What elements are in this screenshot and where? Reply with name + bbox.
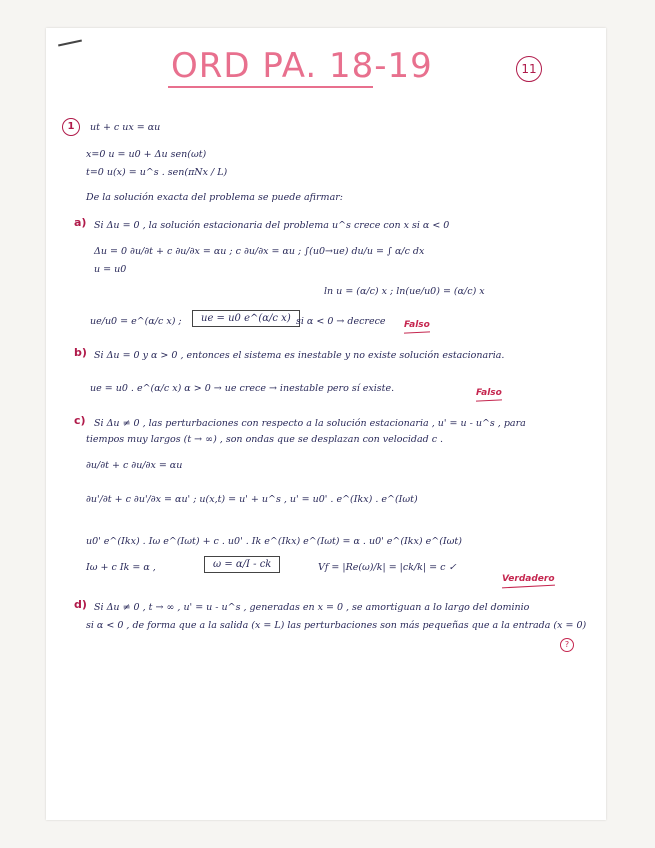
part-c-verdict: Verdadero <box>502 574 555 584</box>
pen-stroke <box>58 40 82 47</box>
part-c-boxed-result: ω = α/I - ck <box>204 556 280 573</box>
part-b-equation: ue = u0 . e^(α/c x) α > 0 → ue crece → inestable pero sí existe. <box>90 383 395 394</box>
part-a-label: a) <box>74 216 87 229</box>
page-number-badge: 11 <box>516 56 542 82</box>
part-c-equation-1: ∂u/∂t + c ∂u/∂x = αu <box>86 460 183 471</box>
part-c-statement-2: tiempos muy largos (t → ∞) , son ondas que se desplazan con velocidad c . <box>86 434 444 445</box>
part-a-conclusion: si α < 0 → decrece <box>296 316 386 327</box>
initial-condition: t=0 u(x) = u^s . sen(πNx / L) <box>86 167 228 178</box>
title-underline <box>168 86 373 88</box>
part-c-equation-4: Iω + c Ik = α , <box>86 562 156 573</box>
part-b-label: b) <box>74 346 87 359</box>
part-c-phase-velocity: Vf = |Re(ω)/k| = |ck/k| = c ✓ <box>318 562 457 573</box>
equation-line: ut + c ux = αu <box>90 122 161 133</box>
part-c-equation-3: u0' e^(Ikx) . Iω e^(Iωt) + c . u0' . Ik e^(Ikx) e^(Iωt) = α . u0' e^(Ikx) e^(Iωt) <box>86 536 462 547</box>
part-b-statement: Si Δu = 0 y α > 0 , entonces el sistema es inestable y no existe solución estacionaria. <box>94 350 505 361</box>
part-a-condition: u = u0 <box>94 264 127 275</box>
part-a-verdict: Falso <box>404 320 430 330</box>
part-d-label: d) <box>74 598 87 611</box>
part-a-equation-3: ue/u0 = e^(α/c x) ; <box>90 316 182 327</box>
part-c-equation-2: ∂u'/∂t + c ∂u'/∂x = αu' ; u(x,t) = u' + u^s , u' = u0' . e^(Ikx) . e^(Iωt) <box>86 494 418 505</box>
part-a-boxed-result: ue = u0 e^(α/c x) <box>192 310 300 327</box>
part-a-statement: Si Δu = 0 , la solución estacionaria del problema u^s crece con x si α < 0 <box>94 220 450 231</box>
part-c-statement-1: Si Δu ≠ 0 , las perturbaciones con respecto a la solución estacionaria , u' = u - u^s , para <box>94 418 526 429</box>
part-c-label: c) <box>74 414 86 427</box>
page-title: ORD PA. 18-19 <box>171 46 433 86</box>
notebook-page <box>46 28 606 820</box>
prompt-line: De la solución exacta del problema se puede afirmar: <box>86 192 343 203</box>
part-a-equation-2: ln u = (α/c) x ; ln(ue/u0) = (α/c) x <box>324 286 485 297</box>
problem-number-badge: 1 <box>62 118 80 136</box>
question-mark-icon: ? <box>560 638 574 652</box>
part-b-verdict: Falso <box>476 388 502 398</box>
part-a-equation-1: Δu = 0 ∂u/∂t + c ∂u/∂x = αu ; c ∂u/∂x = αu ; ∫(u0→ue) du/u = ∫ α/c dx <box>94 246 425 257</box>
boundary-condition: x=0 u = u0 + Δu sen(ωt) <box>86 149 207 160</box>
part-d-statement-1: Si Δu ≠ 0 , t → ∞ , u' = u - u^s , generadas en x = 0 , se amortiguan a lo largo del dominio <box>94 602 530 613</box>
part-d-statement-2: si α < 0 , de forma que a la salida (x = L) las perturbaciones son más pequeñas que a la entrada (x = 0) <box>86 620 587 631</box>
